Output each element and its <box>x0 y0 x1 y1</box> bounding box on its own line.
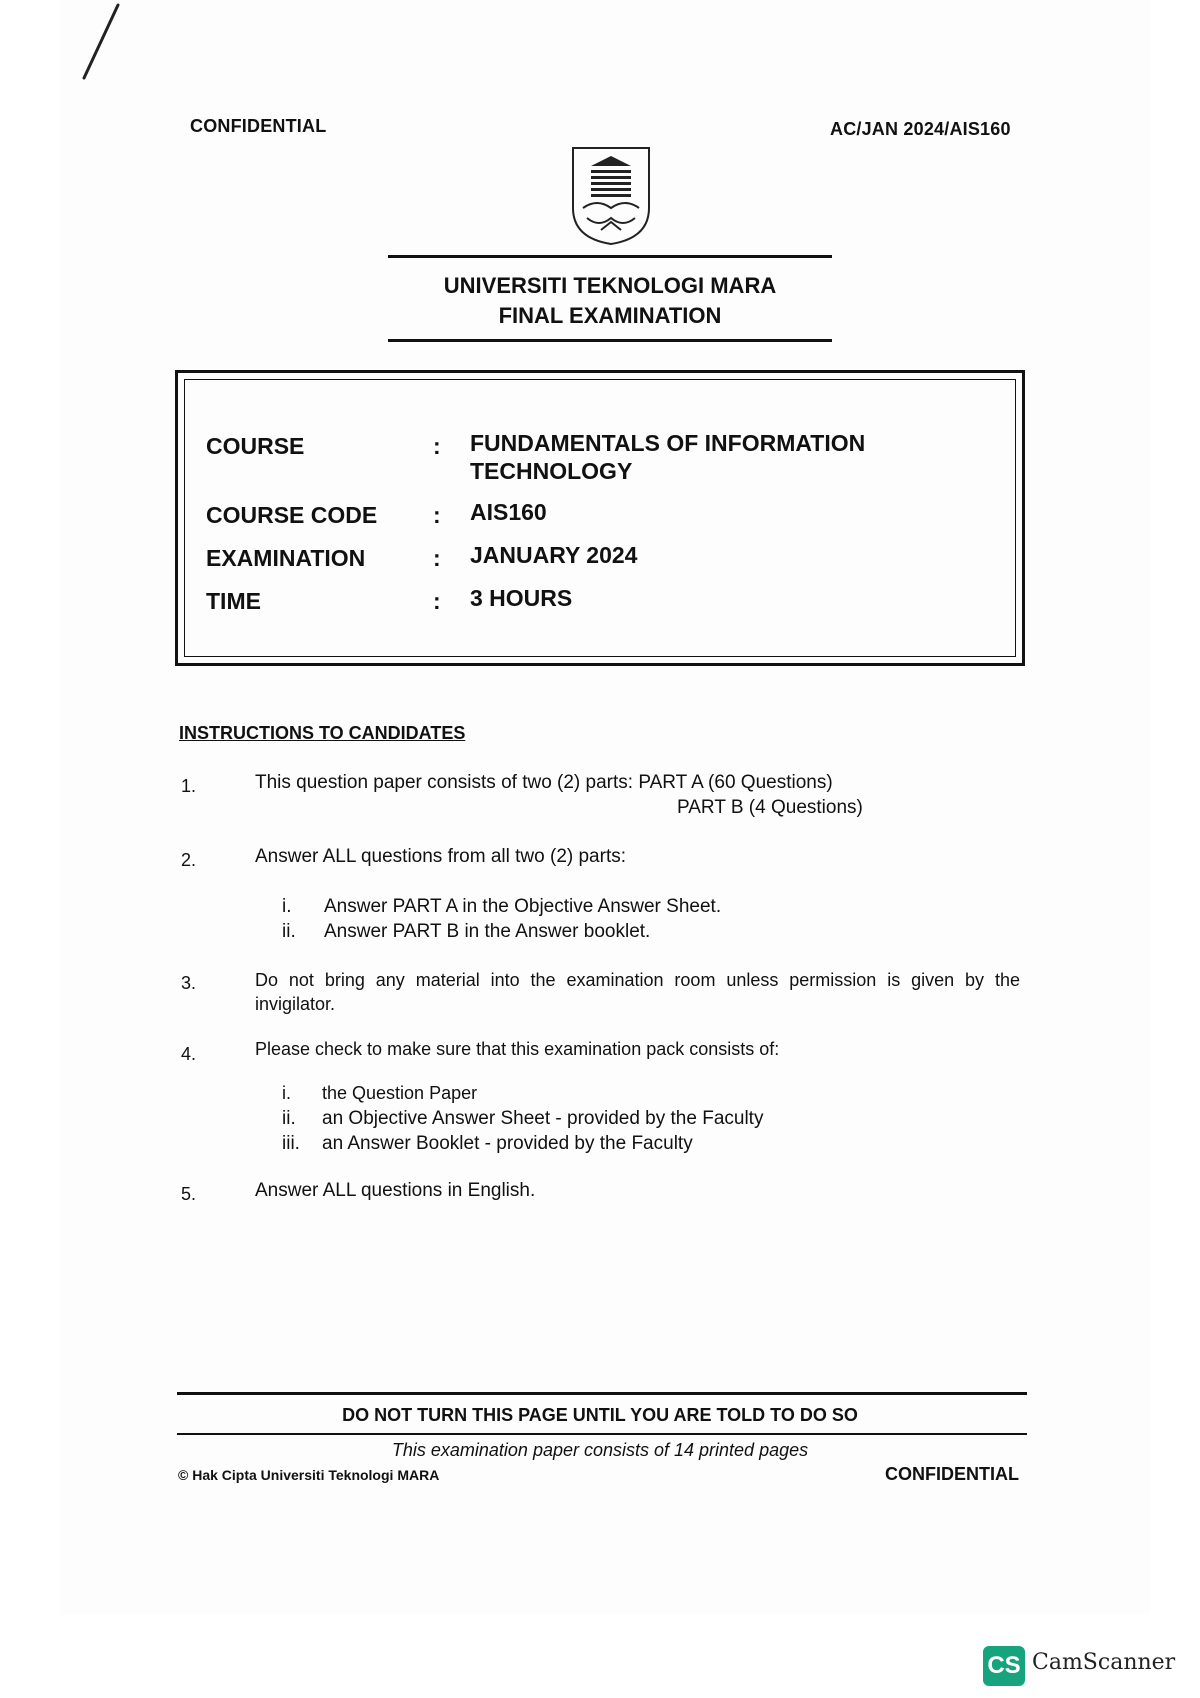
sub-item-text: the Question Paper <box>322 1083 478 1103</box>
instruction-text: This question paper consists of two (2) parts: PART A (60 Questions) <box>255 772 833 793</box>
examination-separator: : <box>433 545 441 571</box>
time-separator: : <box>433 588 441 614</box>
sub-item-numeral: i. <box>282 1083 291 1103</box>
footer-warning: DO NOT TURN THIS PAGE UNTIL YOU ARE TOLD TO DO SO <box>342 1405 858 1425</box>
sub-item-numeral: ii. <box>282 1108 296 1129</box>
sub-item-numeral: ii. <box>282 921 296 942</box>
sub-item-text: an Answer Booklet - provided by the Faculty <box>322 1133 693 1154</box>
course-info-box <box>175 370 1025 666</box>
examination-value: JANUARY 2024 <box>470 542 638 568</box>
header-reference-code: AC/JAN 2024/AIS160 <box>830 119 1011 139</box>
instruction-number: 1. <box>181 776 197 796</box>
instruction-text: Do not bring any material into the examination room unless permission is given by the invigilator. <box>255 970 1020 1014</box>
university-crest-logo <box>571 146 651 246</box>
camscanner-watermark: CamScanner <box>1032 1650 1176 1675</box>
course-separator: : <box>433 433 441 459</box>
footer-copyright: © Hak Cipta Universiti Teknologi MARA <box>178 1467 440 1483</box>
course-code-label: COURSE CODE <box>206 502 378 528</box>
instruction-text-continued: PART B (4 Questions) <box>677 797 863 818</box>
header-confidential: CONFIDENTIAL <box>190 116 327 136</box>
sub-item-numeral: iii. <box>282 1133 300 1154</box>
instruction-number: 5. <box>181 1184 197 1204</box>
sub-item-text: an Objective Answer Sheet - provided by the Faculty <box>322 1108 764 1129</box>
sub-item-text: Answer PART A in the Objective Answer Sheet. <box>324 896 722 917</box>
university-name: UNIVERSITI TEKNOLOGI MARA <box>443 273 777 298</box>
camscanner-logo-icon: CS <box>983 1646 1025 1686</box>
instructions-title: INSTRUCTIONS TO CANDIDATES <box>179 723 466 743</box>
course-code-separator: : <box>433 502 441 528</box>
footer-page-count: This examination paper consists of 14 printed pages <box>391 1440 809 1460</box>
time-value: 3 HOURS <box>470 585 573 611</box>
sub-item-text: Answer PART B in the Answer booklet. <box>324 921 651 942</box>
instruction-number: 2. <box>181 850 197 870</box>
title-top-rule <box>388 255 832 258</box>
pen-mark <box>78 0 128 90</box>
instruction-number: 3. <box>181 973 197 993</box>
exam-title: FINAL EXAMINATION <box>498 303 722 328</box>
examination-label: EXAMINATION <box>206 545 366 571</box>
footer-top-rule <box>177 1392 1027 1395</box>
course-code-value: AIS160 <box>470 499 547 525</box>
footer-confidential: CONFIDENTIAL <box>885 1464 1019 1484</box>
course-value: FUNDAMENTALS OF INFORMATION TECHNOLOGY <box>470 430 866 484</box>
instruction-text: Answer ALL questions from all two (2) parts: <box>255 846 627 867</box>
instruction-number: 4. <box>181 1044 197 1064</box>
course-label: COURSE <box>206 433 305 459</box>
instruction-text: Answer ALL questions in English. <box>255 1180 536 1201</box>
sub-item-numeral: i. <box>282 896 292 917</box>
footer-bottom-rule <box>177 1433 1027 1435</box>
instruction-text: Please check to make sure that this examination pack consists of: <box>255 1039 780 1059</box>
title-bottom-rule <box>388 339 832 342</box>
time-label: TIME <box>206 588 261 614</box>
